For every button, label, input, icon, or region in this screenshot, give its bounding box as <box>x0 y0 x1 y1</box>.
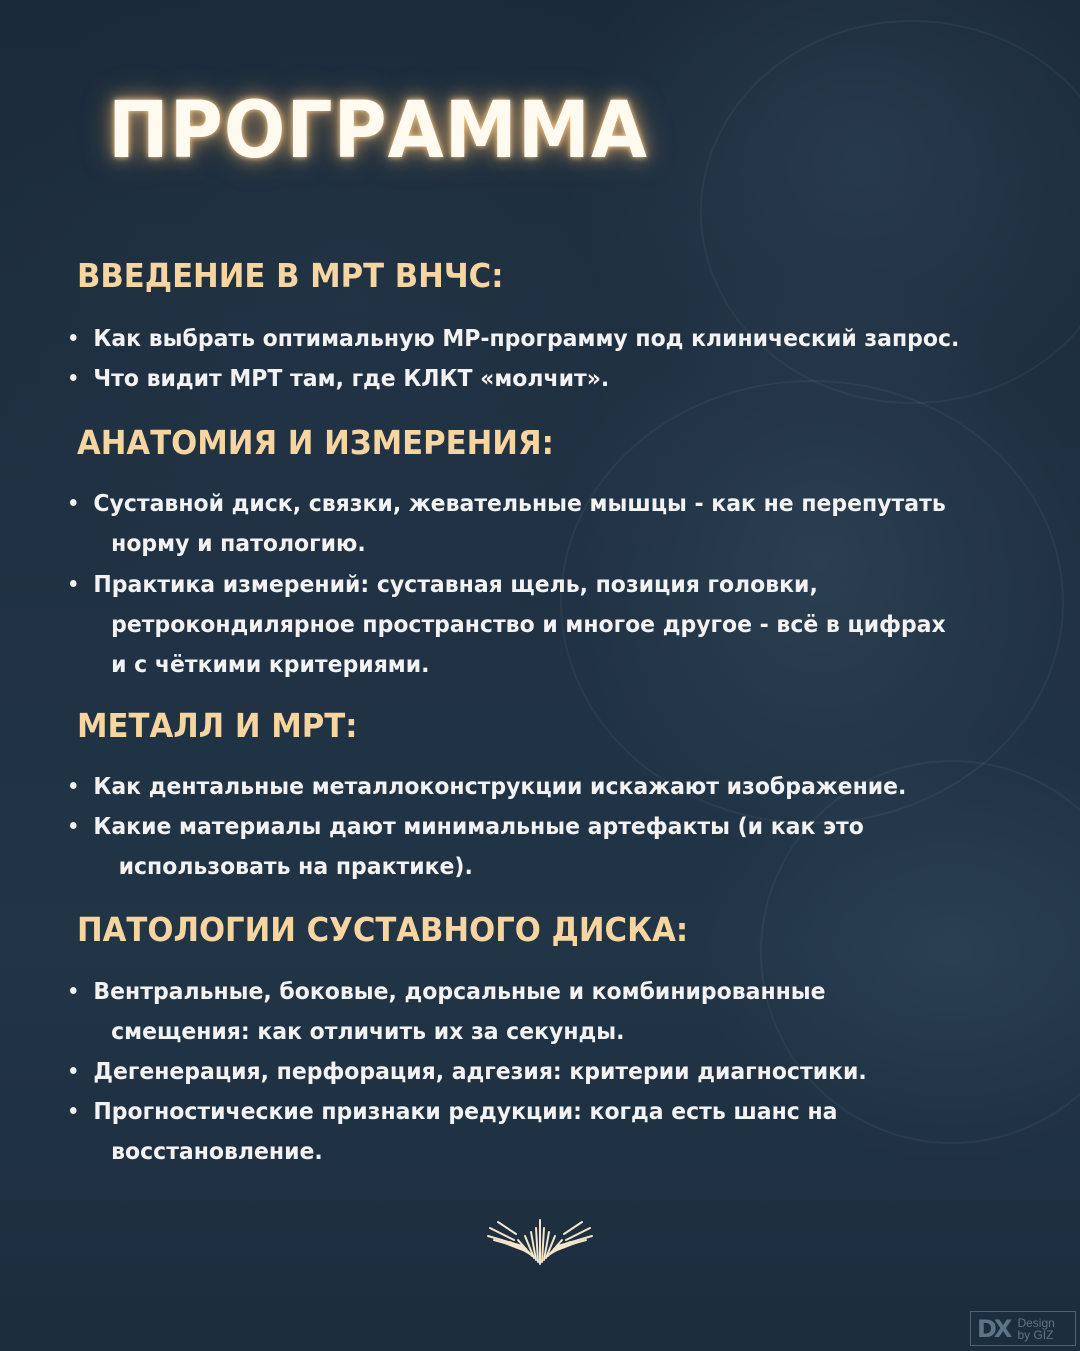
designer-watermark: DX Design by GIZ <box>970 1311 1076 1346</box>
list-item: Вентральные, боковые, дорсальные и комбинированные смещения: как отличить их за секунды. <box>70 971 826 1051</box>
bullet-icon <box>70 318 93 358</box>
bullet-icon <box>70 1051 93 1091</box>
list-item: Что видит МРТ там, где КЛКТ «молчит». <box>70 358 609 398</box>
bullet-icon <box>70 483 93 523</box>
bullet-icon <box>70 358 93 398</box>
list-item: Какие материалы дают минимальные артефакты (и как это использовать на практике). <box>70 806 864 886</box>
wings-emblem-icon <box>484 1218 596 1268</box>
page-title: ПРОГРАММА <box>108 86 648 176</box>
section-heading-disc-pathology: ПАТОЛОГИИ СУСТАВНОГО ДИСКА: <box>77 910 689 949</box>
bullet-icon <box>70 971 93 1011</box>
section-heading-metal: МЕТАЛЛ И МРТ: <box>77 706 358 745</box>
list-item: Как дентальные металлоконструкции искажают изображение. <box>70 766 906 806</box>
list-item: Прогностические признаки редукции: когда есть шанс на восстановление. <box>70 1091 837 1171</box>
bullet-icon <box>70 766 93 806</box>
bullet-icon <box>70 806 93 846</box>
list-item: Дегенерация, перфорация, адгезия: критерии диагностики. <box>70 1051 867 1091</box>
section-heading-anatomy: АНАТОМИЯ И ИЗМЕРЕНИЯ: <box>77 423 554 462</box>
list-item: Как выбрать оптимальную МР-программу под клинический запрос. <box>70 318 959 358</box>
bullet-icon <box>70 1091 93 1131</box>
section-heading-intro: ВВЕДЕНИЕ В МРТ ВНЧС: <box>77 256 504 295</box>
watermark-logo: DX <box>977 1314 1010 1343</box>
list-item: Суставной диск, связки, жевательные мышцы - как не перепутать норму и патологию. <box>70 483 946 563</box>
list-item: Практика измерений: суставная щель, позиция головки, ретрокондилярное пространство и многое другое - всё в цифрах и с чёткими критериями. <box>70 564 946 684</box>
bullet-icon <box>70 564 93 604</box>
